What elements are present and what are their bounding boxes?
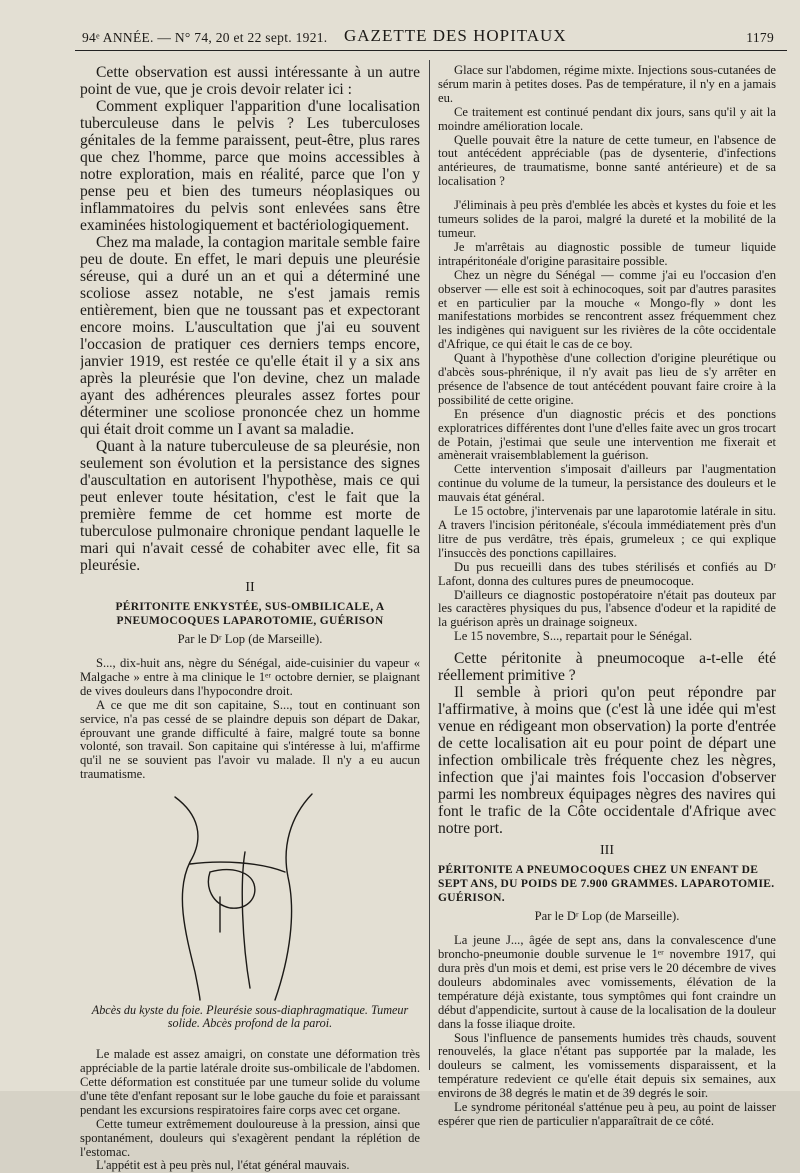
author-line: Par le Dʳ Lop (de Marseille). (534, 909, 680, 924)
paragraph: L'appétit est à peu près nul, l'état général mauvais. (96, 1158, 350, 1173)
paragraph: Cette intervention s'imposait d'ailleurs par l'augmentation continue du volume de la tumeur, la persistance des douleurs et le mauvais état général. (438, 462, 776, 505)
paragraph: La jeune J..., âgée de sept ans, dans la convalescence d'une broncho-pneumonie double survenue le 1ᵉʳ novembre 1917, qui dura près d'un mois et demi, est prise vers le 20 décembre de vives douleurs abdominales avec vomissements, élévation de la température déjà existante, tous symptômes qui font craindre un début d'appendicite, surtout à cause de la localisation de la douleur dans la fosse iliaque droite. (438, 933, 776, 1031)
section-title: PÉRITONITE ENKYSTÉE, SUS-OMBILICALE, A PNEUMOCOQUES LAPAROTOMIE, GUÉRISON (115, 601, 385, 627)
issue-info: 94ᵉ ANNÉE. — N° 74, 20 et 22 sept. 1921. (82, 30, 328, 45)
paragraph: Quant à la nature tuberculeuse de sa pleurésie, non seulement son évolution et la persistance des signes d'auscultation en autorisent l'hypothèse, mais ce qui peut enlever toute hésitation, c'est le fait que la première femme de cet homme est morte de tuberculose pulmonaire chronique pendant laquelle le mari qui n'avait cessé de cohabiter avec elle, fit sa pleurésie. (80, 438, 420, 574)
paragraph: Je m'arrêtais au diagnostic possible de tumeur liquide intrapéritonéale d'origine parasitaire possible. (438, 239, 776, 268)
author-line: Par le Dʳ Lop (de Marseille). (177, 632, 323, 646)
paragraph: Cette péritonite à pneumocoque a-t-elle été réellement primitive ? (438, 650, 776, 685)
paragraph: Glace sur l'abdomen, régime mixte. Injections sous-cutanées de sérum marin à petites doses. Pas de température, il n'y en a jamais eu. (438, 64, 776, 105)
paragraph: En présence d'un diagnostic précis et des ponctions exploratrices différentes dont l'une d'elles faite avec un gros trocart de Potain, j'estimai que seule une intervention me fixerait et amènerait vraisemblablement la guérison. (438, 406, 776, 463)
paragraph: Sous l'influence de pansements humides très chauds, souvent renouvelés, la glace n'étant pas supportée par la malade, les douleurs se calment, les vomissements disparaissent, et la température redevient ce qu'elle était depuis six semaines, aux environs de 38 degrés le matin et de 39 degrés le soir. (438, 1030, 776, 1101)
paragraph: S..., dix-huit ans, nègre du Sénégal, aide-cuisinier du vapeur « Malgache » entre à ma clinique le 1ᵉʳ octobre dernier, se plaignant de vives douleurs dans l'hypocondre droit. (80, 656, 420, 698)
paragraph: Cette tumeur extrêmement douloureuse à la pression, ainsi que spontanément, douleurs qui s'exagèrent pendant la réplétion de l'estomac. (80, 1116, 420, 1159)
paragraph: A ce que me dit son capitaine, S..., tout en continuant son service, n'a pas cessé de se plaindre depuis son départ de Dakar, éprouvant une grande difficulté à faire, malgré toute sa bonne volonté, son travail. Son capitaine qui s'intéresse à lui, m'affirme qu'il ne se souvient pas l'avoir vu malade. Il n'y a eu aucun traumatisme. (80, 697, 420, 782)
column-divider (429, 60, 430, 1070)
paragraph: J'éliminais à peu près d'emblée les abcès et kystes du foie et les tumeurs solides de la paroi, malgré la dureté et la mobilité de la tumeur. (438, 198, 776, 240)
figure-caption: Abcès du kyste du foie. Pleurésie sous-diaphragmatique. Tumeur solide. Abcès profond de la paroi. (91, 1003, 409, 1031)
header-rule (75, 50, 787, 51)
paragraph: Chez ma malade, la contagion maritale semble faire peu de doute. En effet, le mari depuis une pleurésie séreuse, qui a duré un an et qui a déterminé une scoliose assez notable, ne s'est jamais remis entièrement, bien que ne toussant pas et expectorant encore moins. L'auscultation que j'ai eu souvent l'occasion de pratiquer ces derniers temps encore, janvier 1919, est restée ce qu'elle était il y a six ans après la pleurésie que l'on devine, chez un malade ayant des adhérences pleurales assez fortes pour déterminer une scoliose prononcée chez un homme qui était droit comme un I avant sa maladie. (80, 234, 420, 438)
body-outline-right (275, 794, 312, 1000)
paragraph: Le 15 novembre, S..., repartait pour le Sénégal. (454, 629, 693, 644)
paragraph: Du pus recueilli dans des tubes stérilisés et confiés au Dʳ Lafont, donna des cultures pures de pneumocoque. (438, 559, 776, 588)
abdomen-sketch-drawing (150, 792, 350, 1002)
paragraph: Le 15 octobre, j'intervenais par une laparotomie latérale in situ. A travers l'incision péritonéale, s'écoula immédiatement près d'un litre de pus verdâtre, très épais, grumeleux ; ce qui explique l'insuccès des ponctions capillaires. (438, 504, 776, 560)
paragraph: Il semble à priori qu'on peut répondre par l'affirmative, à moins que (c'est là une idée qui m'est venue en rédigeant mon observation) la porte d'entrée de cette localisation ait eu pour point de départ une infection ombilicale très fréquente chez les nègres, infection que j'ai maintes fois l'occasion d'observer parmi les nombreux équipages nègres des navires qui font le trafic de la Côte occidentale d'Afrique avec notre port. (438, 684, 776, 838)
paragraph: Quelle pouvait être la nature de cette tumeur, en l'absence de tout antécédent appréciable (pas de dysenterie, d'infections antérieures, de traumatisme, bonne santé antérieure) et de sa localisation ? (438, 132, 776, 189)
journal-title: GAZETTE DES HOPITAUX (344, 26, 567, 45)
paragraph: Le malade est assez amaigri, on constate une déformation très appréciable de la partie latérale droite sus-ombilicale de l'abdomen. Cette déformation est constituée par une tumeur solide du volume d'une tête d'enfant reposant sur le lobe gauche du foie et paraissant pendant les excursions respiratoires faire corps avec cet organe. (80, 1047, 420, 1117)
body-outline-left (175, 797, 200, 1000)
left-column (80, 64, 420, 1173)
tumor-outline (208, 870, 254, 909)
midline (242, 852, 250, 988)
paragraph: Comment expliquer l'apparition d'une localisation tuberculeuse dans le pelvis ? Les tuberculoses génitales de la femme paraissent, peut-être, plus rares que chez l'homme, parce que moins accessibles à notre exploration, mais en réalité, parce que l'on y pense peu et bien des tumeurs néoplasiques ou inflammatoires du pelvis sont enlevées sans être examinées histologiquement et bactériologiquement. (80, 98, 420, 234)
page-number: 1179 (746, 30, 774, 45)
section-number: III (600, 843, 614, 859)
paragraph: Quant à l'hypothèse d'une collection d'origine pleurétique ou d'abcès sous-phrénique, il n'y avait pas lieu de s'y arrêter en présence de l'absence de tout antécédent pouvant faire croire à la possibilité de cette origine. (438, 351, 776, 407)
paragraph: Ce traitement est continué pendant dix jours, sans qu'il y ait la moindre amélioration locale. (438, 104, 776, 133)
paragraph: D'ailleurs ce diagnostic postopératoire n'était pas douteux par les caractères physiques du pus, l'absence d'odeur et la rapidité de la guérison après un drainage soigneux. (438, 587, 776, 630)
section-title: PÉRITONITE A PNEUMOCOQUES CHEZ UN ENFANT DE SEPT ANS, DU POIDS DE 7.900 GRAMMES. LAPAROTOMIE. GUÉRISON. (438, 864, 775, 905)
right-column (438, 64, 776, 1129)
paragraph: Chez un nègre du Sénégal — comme j'ai eu l'occasion d'en observer — elle est soit à echinocoques, soit par d'autres parasites et en particulier par la mouche « Mongo-fly » dont les manifestations morbides se rencontrent assez fréquemment chez les indigènes qui naviguent sur les rivières de la côte occidentale d'Afrique, ce qui était le cas de ce boy. (438, 267, 776, 352)
paragraph: Cette observation est aussi intéressante à un autre point de vue, que je crois devoir relater ici : (80, 64, 420, 98)
page-header (82, 22, 782, 52)
figure-sketch (80, 792, 420, 1002)
paragraph: Le syndrome péritonéal s'atténue peu à peu, au point de laisser espérer que rien de particulier n'apparaîtrait de ce côté. (438, 1100, 776, 1128)
section-number: II (245, 580, 255, 595)
